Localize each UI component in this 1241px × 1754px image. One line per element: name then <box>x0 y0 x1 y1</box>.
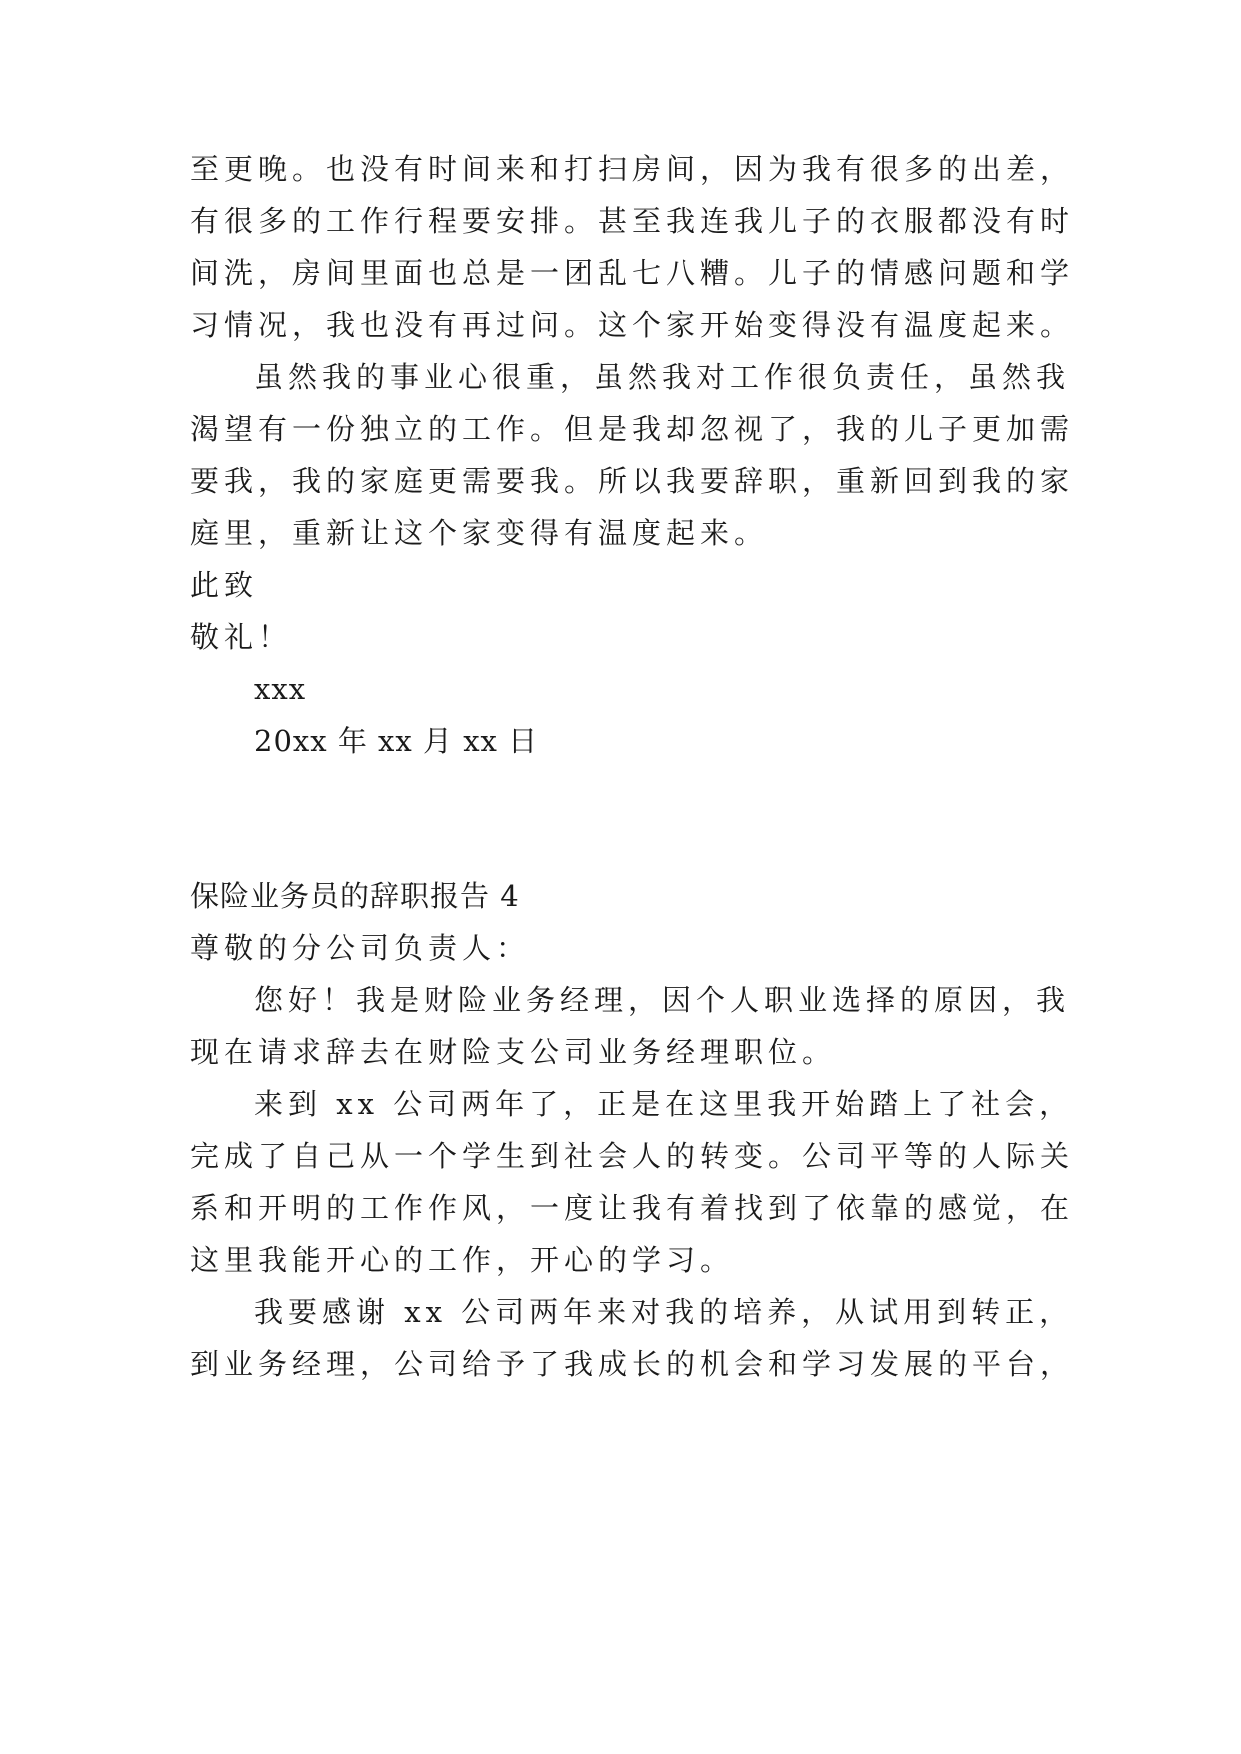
body-line: 要我，我的家庭更需要我。所以我要辞职，重新回到我的家 <box>190 464 1075 498</box>
closing-line: 敬礼！ <box>190 620 293 654</box>
body-line: 完成了自己从一个学生到社会人的转变。公司平等的人际关 <box>190 1139 1075 1173</box>
body-line: 习情况，我也没有再过问。这个家开始变得没有温度起来。 <box>190 308 1075 342</box>
body-line: 至更晚。也没有时间来和打扫房间，因为我有很多的出差， <box>190 152 1075 186</box>
body-line: 来到 xx 公司两年了，正是在这里我开始踏上了社会， <box>254 1087 1074 1121</box>
body-line: 这里我能开心的工作，开心的学习。 <box>190 1243 735 1277</box>
body-line: 间洗，房间里面也总是一团乱七八糟。儿子的情感问题和学 <box>190 256 1075 290</box>
body-line: 到业务经理，公司给予了我成长的机会和学习发展的平台， <box>190 1347 1075 1381</box>
section-title: 保险业务员的辞职报告 4 <box>190 879 520 913</box>
body-line: 我要感谢 xx 公司两年来对我的培养，从试用到转正， <box>254 1295 1074 1329</box>
salutation: 尊敬的分公司负责人： <box>190 931 531 965</box>
body-line: 有很多的工作行程要安排。甚至我连我儿子的衣服都没有时 <box>190 204 1075 238</box>
signature: xxx <box>254 672 307 706</box>
body-line: 渴望有一份独立的工作。但是我却忽视了，我的儿子更加需 <box>190 412 1075 446</box>
body-line: 您好！我是财险业务经理，因个人职业选择的原因，我 <box>254 983 1071 1017</box>
closing-line: 此致 <box>190 568 259 602</box>
body-line: 庭里，重新让这个家变得有温度起来。 <box>190 516 769 550</box>
date-line: 20xx 年 xx 月 xx 日 <box>254 724 539 758</box>
body-line: 系和开明的工作作风，一度让我有着找到了依靠的感觉，在 <box>190 1191 1075 1225</box>
body-line: 虽然我的事业心很重，虽然我对工作很负责任，虽然我 <box>254 360 1071 394</box>
body-line: 现在请求辞去在财险支公司业务经理职位。 <box>190 1035 837 1069</box>
